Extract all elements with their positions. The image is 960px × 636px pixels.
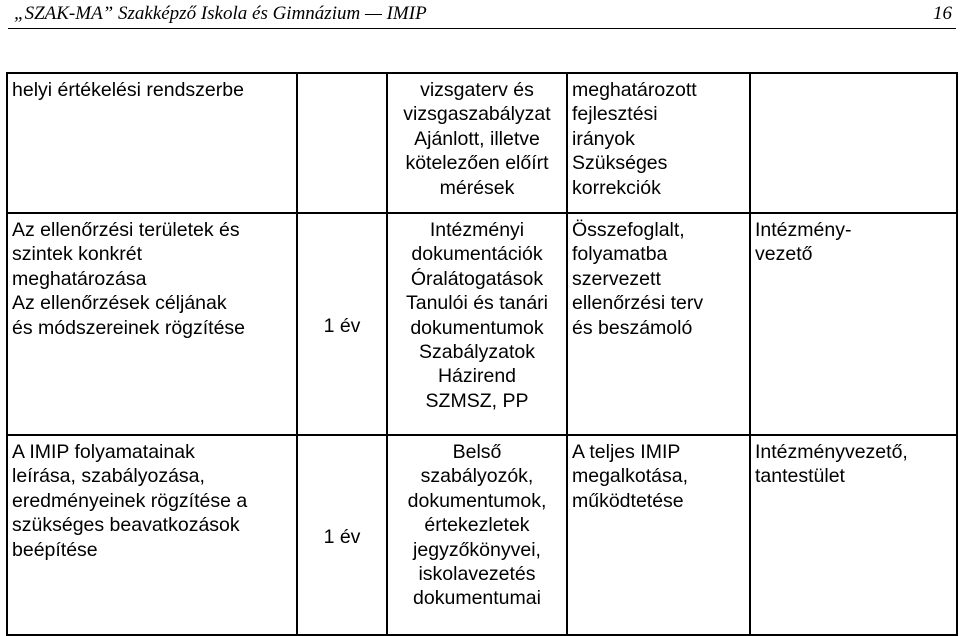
cell-line: vizsgaterv és — [420, 79, 534, 101]
cell-line: Intézményi — [429, 219, 525, 241]
table-row — [7, 73, 957, 213]
cell-line: dokumentációk — [411, 243, 543, 266]
table-cell-col3 — [387, 435, 567, 635]
table-cell-col4 — [567, 435, 750, 635]
cell-line: és módszereinek rögzítése — [12, 316, 246, 339]
cell-line: Intézmény- — [755, 219, 852, 241]
cell-line: értekezletek — [424, 514, 530, 537]
cell-line: Ajánlott, illetve — [414, 127, 540, 150]
cell-line: jegyzőkönyvei, — [413, 538, 541, 561]
table-cell-col3 — [387, 73, 567, 213]
cell-line: Összefoglalt, — [572, 219, 685, 241]
cell-line: helyi értékelési rendszerbe — [12, 79, 244, 101]
evaluation-table — [6, 72, 958, 636]
cell-text: 1 év — [323, 314, 361, 337]
table-cell-col4 — [567, 73, 750, 213]
cell-line: fejlesztési — [572, 103, 658, 126]
cell-line: eredményeinek rögzítése a — [12, 489, 248, 512]
cell-line: megalkotása, — [572, 465, 688, 488]
table-row — [7, 213, 957, 435]
cell-line: leírása, szabályozása, — [12, 465, 205, 488]
cell-line: működtetése — [572, 489, 684, 512]
header-title: „SZAK-MA” Szakképző Iskola és Gimnázium — IMIP — [14, 3, 427, 24]
table-cell-col5 — [750, 435, 957, 635]
cell-line: szabályozók, — [420, 465, 534, 488]
cell-line: Tanulói és tanári — [405, 292, 548, 315]
cell-line: dokumentumok — [410, 316, 544, 339]
cell-line: meghatározása — [12, 267, 147, 290]
cell-line: A teljes IMIP — [572, 441, 681, 463]
table-cell-col5 — [750, 213, 957, 435]
cell-line: Óralátogatások — [410, 267, 544, 290]
table-cell-col1 — [7, 73, 297, 213]
table-cell-col1 — [7, 213, 297, 435]
cell-line: iskolavezetés — [418, 563, 536, 586]
cell-line: Belső — [452, 441, 502, 463]
cell-line: beépítése — [12, 538, 98, 561]
cell-line: szervezett — [572, 267, 661, 290]
cell-line: irányok — [572, 127, 635, 150]
table-cell-col1 — [7, 435, 297, 635]
table-cell-col2 — [297, 73, 387, 213]
cell-line: Házirend — [437, 365, 517, 388]
cell-line: vezető — [755, 243, 813, 266]
cell-line: Szabályzatok — [419, 341, 535, 364]
table-cell-col5 — [750, 73, 957, 213]
cell-line: szükséges beavatkozások — [12, 514, 240, 537]
cell-line: dokumentumai — [413, 587, 541, 610]
cell-line: ellenőrzési terv — [572, 292, 704, 315]
table-cell-col4 — [567, 213, 750, 435]
table-row — [7, 435, 957, 635]
cell-line: vizsgaszabályzat — [403, 103, 551, 126]
table-cell-col3 — [387, 213, 567, 435]
cell-line: Intézményvezető, — [755, 441, 908, 463]
page-header — [8, 0, 956, 29]
cell-line: Az ellenőrzési területek és — [12, 219, 240, 241]
cell-line: folyamatba — [572, 243, 668, 266]
page-number: 16 — [933, 3, 952, 24]
cell-line: Az ellenőrzések céljának — [12, 292, 227, 315]
cell-line: meghatározott — [572, 79, 697, 101]
cell-line: kötelezően előírt — [405, 152, 549, 175]
cell-line: A IMIP folyamatainak — [12, 441, 195, 463]
table-cell-col2 — [297, 213, 387, 435]
cell-line: és beszámoló — [572, 316, 693, 339]
table-cell-col2 — [297, 435, 387, 635]
cell-line: tantestület — [755, 465, 845, 488]
cell-line: mérések — [439, 176, 515, 199]
cell-line: korrekciók — [572, 176, 661, 199]
cell-text: 1 év — [323, 525, 361, 548]
cell-line: Szükséges — [572, 152, 668, 175]
cell-line: dokumentumok, — [407, 489, 547, 512]
cell-line: szintek konkrét — [12, 243, 143, 266]
cell-line: SZMSZ, PP — [425, 389, 529, 412]
